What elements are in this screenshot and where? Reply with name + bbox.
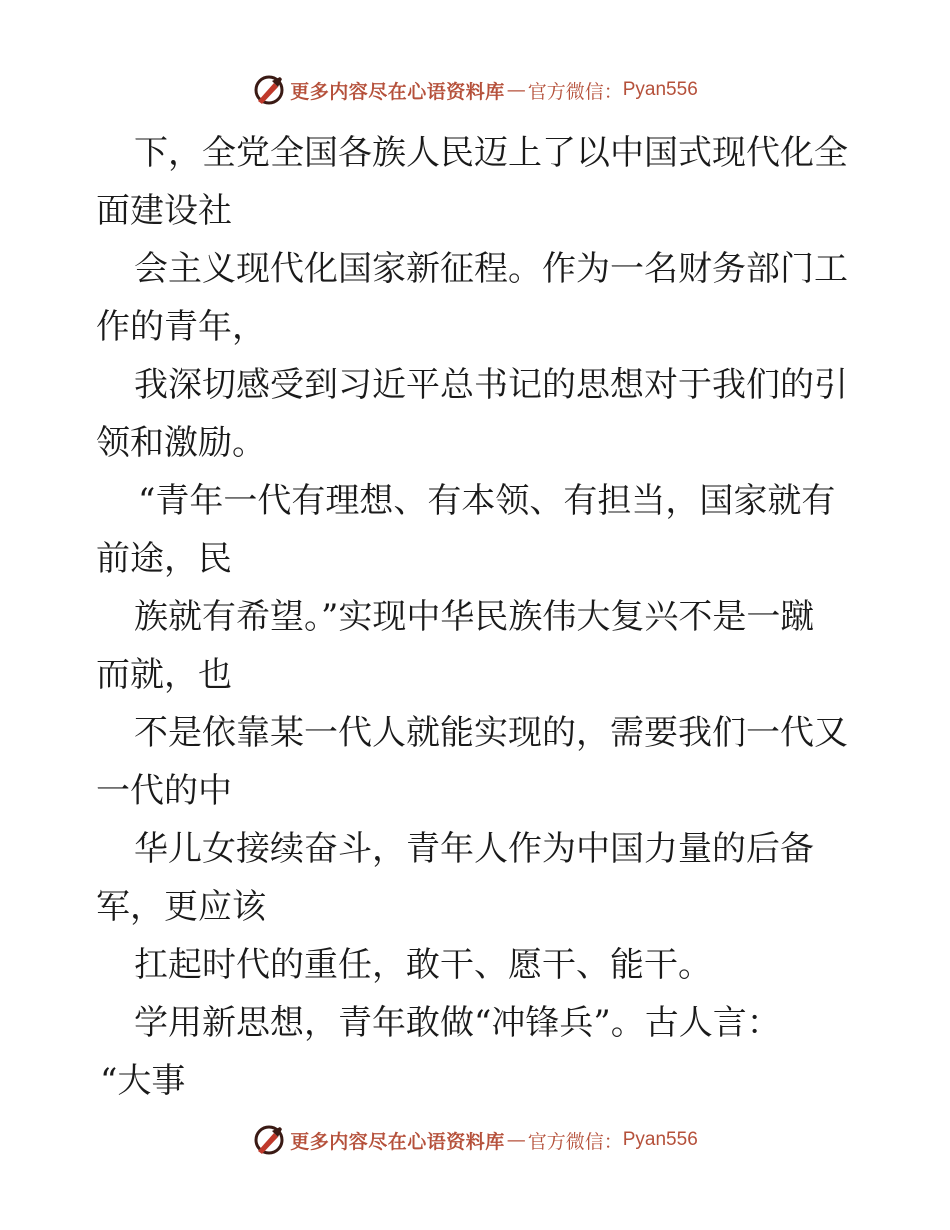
- header-watermark-label: 官方微信：: [527, 80, 623, 103]
- pen-logo-icon: [252, 1123, 286, 1157]
- text-line: 族就有希望。”实现中华民族伟大复兴不是一蹴: [134, 597, 815, 637]
- text-line: 而就，也: [96, 655, 232, 695]
- pen-logo-icon: [252, 73, 286, 107]
- document-body: [96, 124, 856, 1110]
- text-line: 面建设社: [96, 191, 232, 231]
- text-line: 下，全党全国各族人民迈上了以中国式现代化全: [134, 133, 848, 173]
- text-line: 不是依靠某一代人就能实现的，需要我们一代又: [134, 713, 848, 753]
- header-watermark: [0, 72, 950, 108]
- text-line: 作的青年，: [96, 307, 266, 347]
- footer-watermark-title: 更多内容尽在心语资料库: [290, 1130, 505, 1153]
- header-watermark-id: Pyan556: [622, 79, 698, 100]
- text-line: “大事: [100, 1061, 186, 1101]
- footer-watermark-separator: —: [506, 1129, 526, 1151]
- text-line: 一代的中: [96, 771, 232, 811]
- text-line: 军，更应该: [96, 887, 266, 927]
- text-line: 学用新思想，青年敢做“冲锋兵”。古人言：: [134, 1003, 781, 1043]
- footer-watermark-label: 官方微信：: [527, 1130, 623, 1153]
- text-line: 前途，民: [96, 539, 232, 579]
- header-watermark-separator: —: [506, 79, 526, 101]
- text-line: 领和激励。: [96, 423, 266, 463]
- footer-watermark-id: Pyan556: [622, 1129, 698, 1150]
- text-line: 我深切感受到习近平总书记的思想对于我们的引: [134, 365, 848, 405]
- text-line: “青年一代有理想、有本领、有担当，国家就有: [138, 481, 836, 521]
- footer-watermark: [0, 1122, 950, 1158]
- header-watermark-title: 更多内容尽在心语资料库: [290, 80, 505, 103]
- text-line: 华儿女接续奋斗，青年人作为中国力量的后备: [134, 829, 814, 869]
- text-line: 扛起时代的重任，敢干、愿干、能干。: [134, 945, 712, 985]
- text-line: 会主义现代化国家新征程。作为一名财务部门工: [134, 249, 848, 289]
